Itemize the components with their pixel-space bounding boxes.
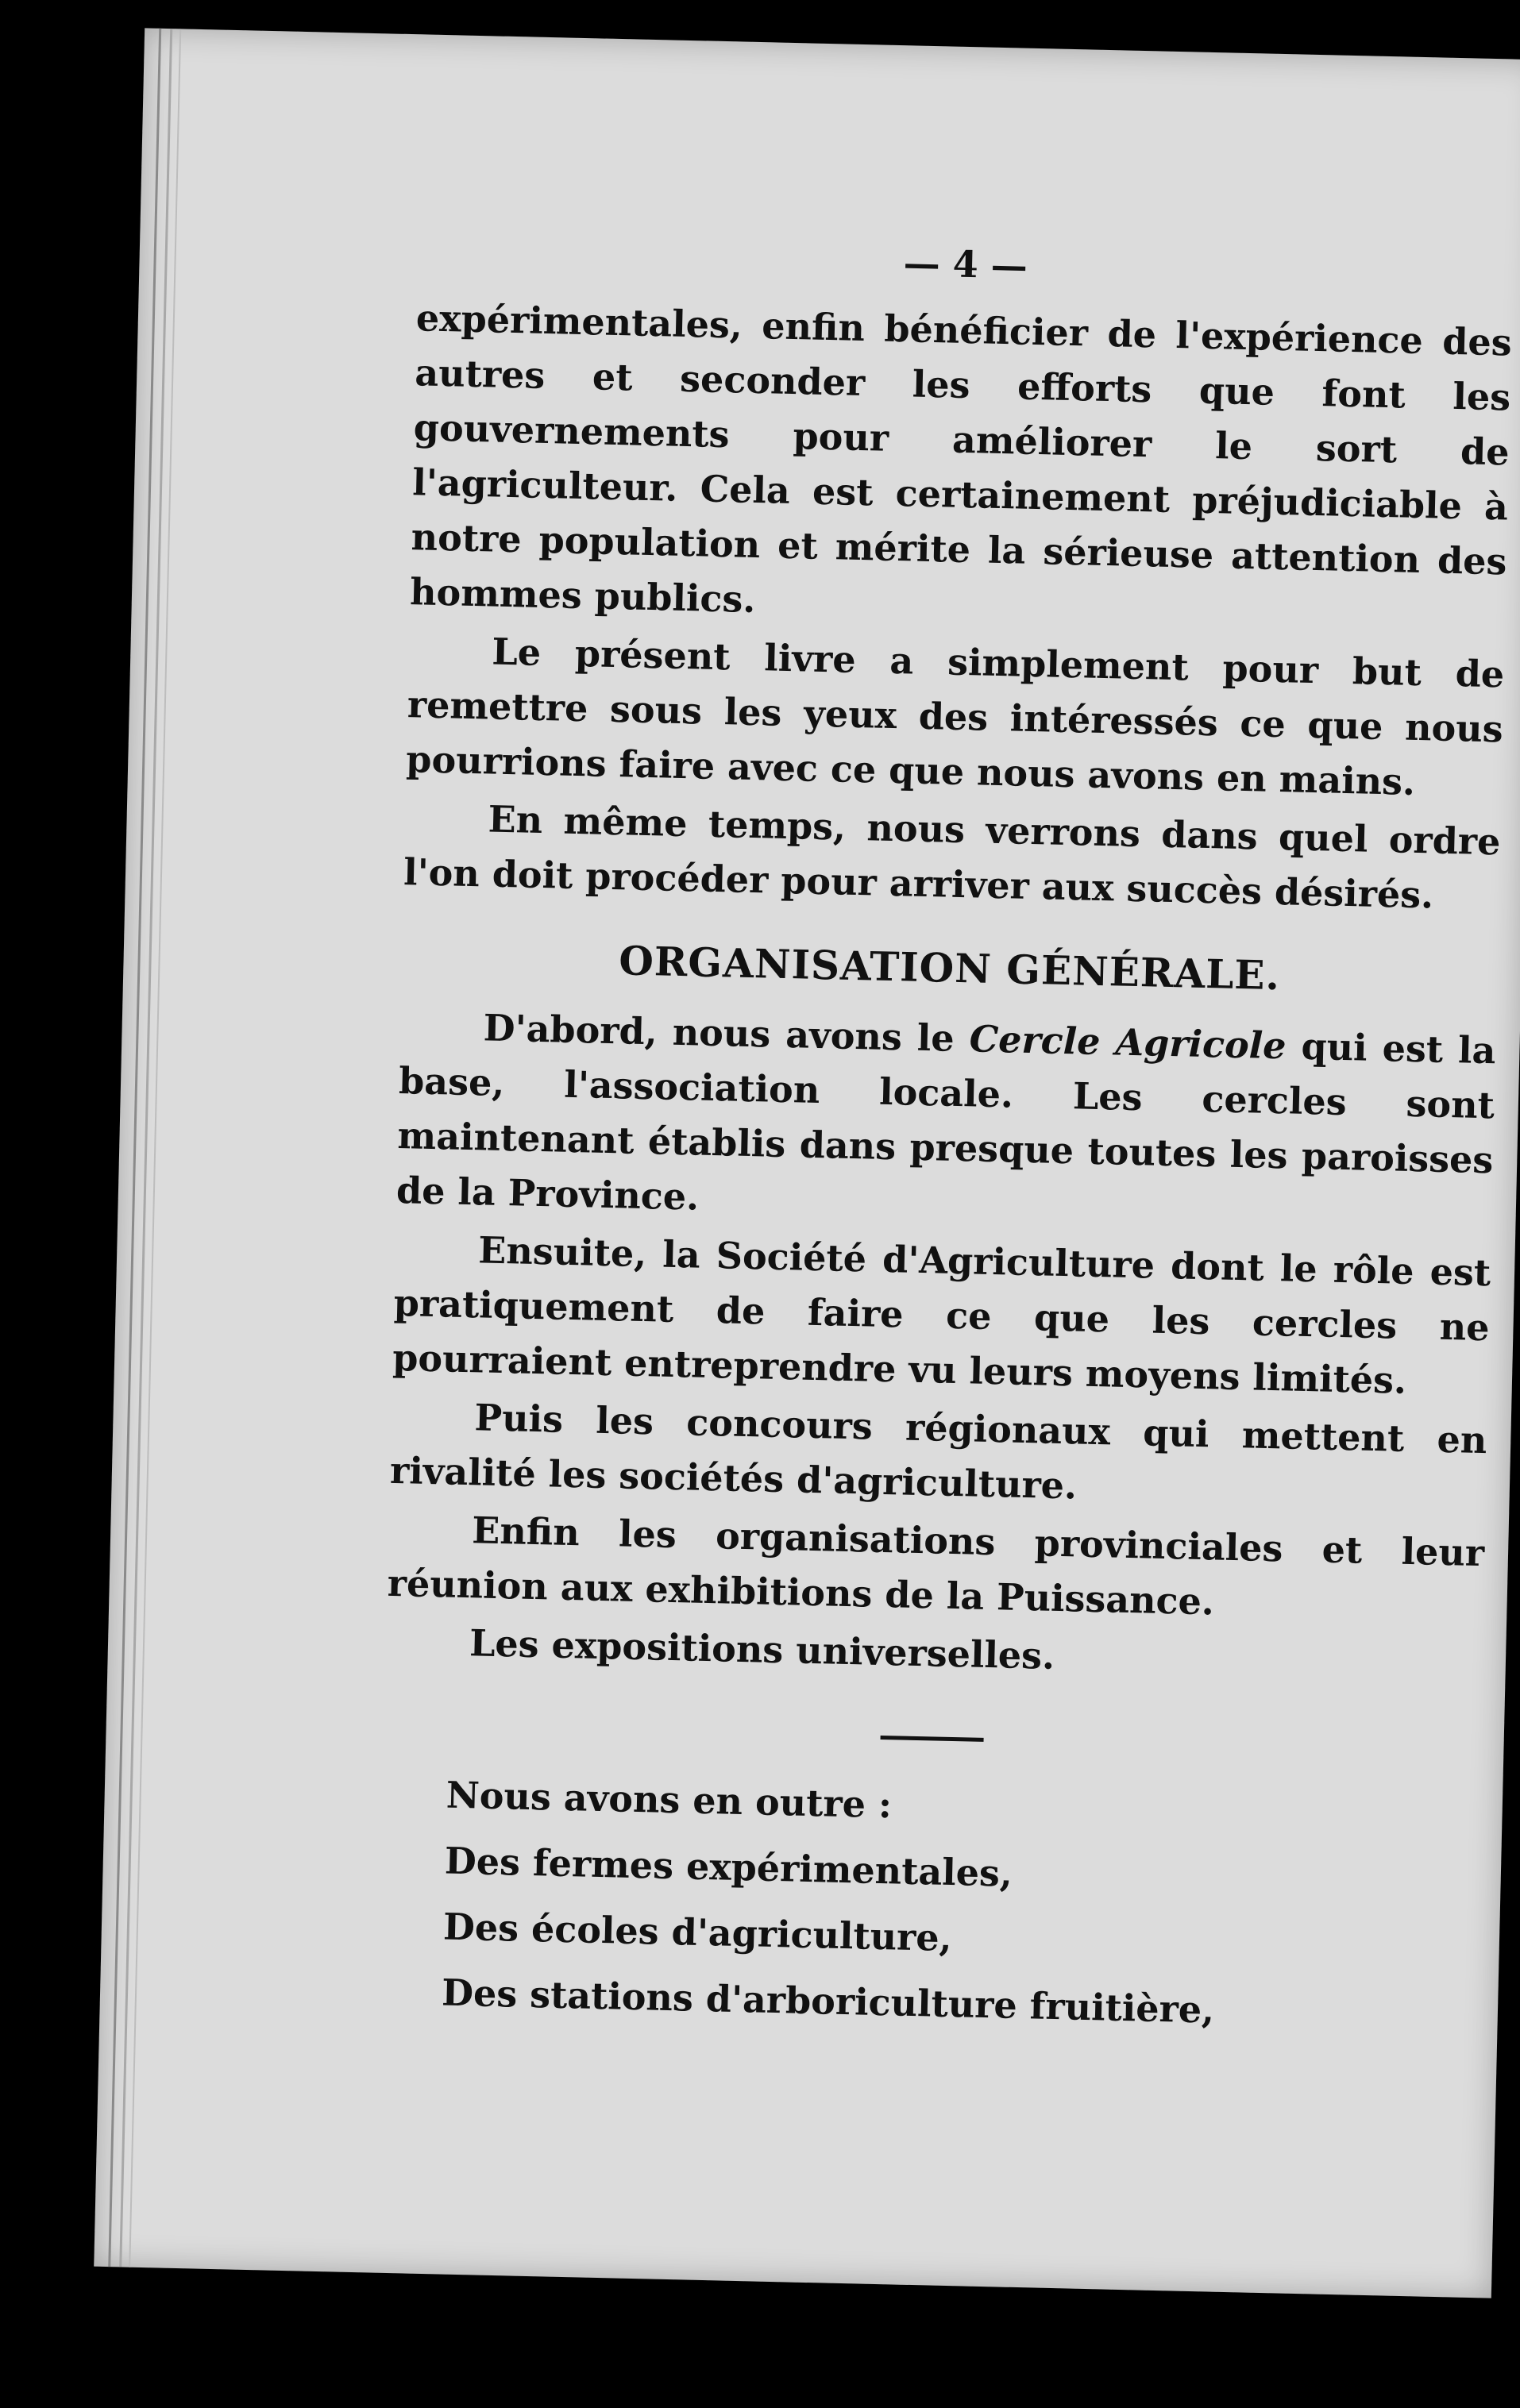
list-item: Des stations d'arboriculture fruitière, <box>441 1971 1215 2032</box>
paragraph-1: expérimentales, enfin bénéficier de l'expérience des autres et seconder les efforts que font les gouvernements pour améliorer le sort de l'agriculteur. Cela est certainement préjudiciable à notre population et mérite la sérieuse attention des hommes publics. <box>409 296 1513 622</box>
paragraph-2: Le présent livre a simplement pour but de remettre sous les yeux des intéressés ce que nous pourrions faire avec ce que nous avons en mains. <box>405 630 1505 803</box>
cercle-agricole-term: Cercle Agricole <box>969 1017 1287 1068</box>
list-item: Des écoles d'agriculture, <box>442 1905 953 1960</box>
paragraph-3: En même temps, nous verrons dans quel ordre l'on doit procéder pour arriver aux succès désirés. <box>403 797 1502 917</box>
institution-list <box>377 1767 1479 2044</box>
book-page <box>94 28 1520 2298</box>
list-item: Nous avons en outre : <box>446 1773 893 1827</box>
paragraph-6: Puis les concours régionaux qui mettent en rivalité les sociétés d'agriculture. <box>389 1396 1487 1508</box>
list-item: Des fermes expérimentales, <box>444 1839 1013 1895</box>
page-text <box>377 225 1514 2055</box>
section-divider <box>881 1736 984 1742</box>
section-heading: ORGANISATION GÉNÉRALE. <box>618 937 1281 1000</box>
page-edge-line <box>119 29 172 2267</box>
paragraph-8: Les expositions universelles. <box>469 1621 1055 1678</box>
page-edge-line <box>129 29 181 2267</box>
paragraph-5: Ensuite, la Société d'Agriculture dont le rôle est pratiquement de faire ce que les cercles ne pourraient entreprendre vu leurs moyens limités. <box>392 1228 1491 1402</box>
paragraph-7: Enfin les organisations provinciales et leur réunion aux exhibitions de la Puissance. <box>387 1508 1485 1624</box>
page-number: — 4 — <box>903 241 1028 287</box>
paragraph-4 <box>395 999 1496 1243</box>
paragraph-4-end: qui est la base, l'association locale. Les cercles sont maintenant établis dans presque toutes les paroisses de la Province. <box>395 1024 1497 1219</box>
paragraph-4-start: D'abord, nous avons le <box>483 1006 970 1061</box>
page-edge-line <box>108 29 161 2267</box>
